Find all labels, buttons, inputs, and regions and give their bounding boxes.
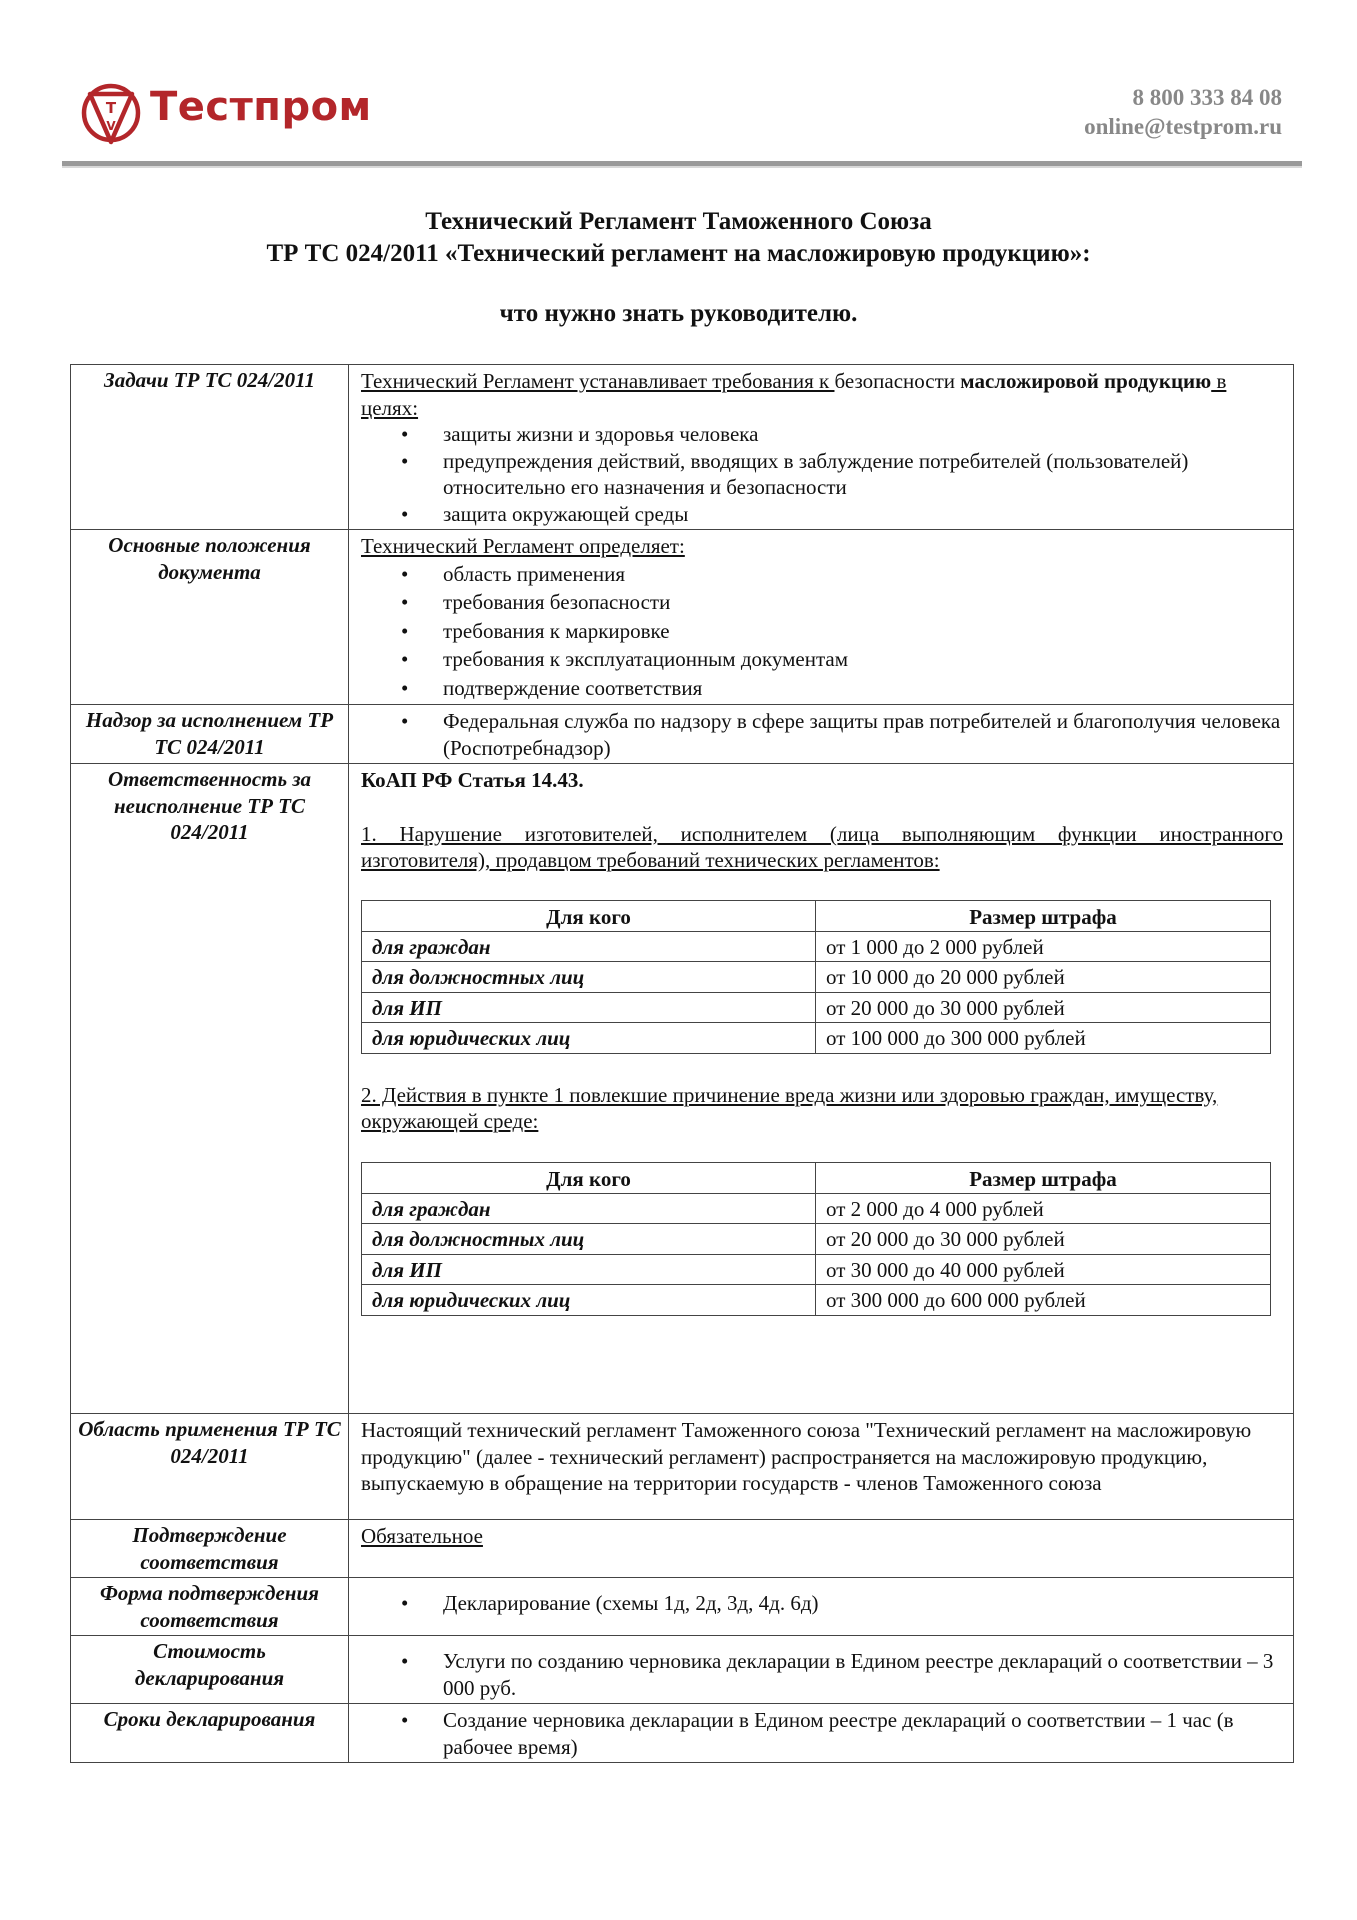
column-header-fine: Размер штрафа — [816, 1162, 1271, 1193]
row-liability — [71, 764, 1294, 1414]
row-tasks — [71, 365, 1294, 530]
row-content — [349, 1704, 1294, 1763]
table-cell-who: для ИП — [362, 1254, 816, 1285]
article-title: КоАП РФ Статья 14.43. — [361, 768, 584, 792]
row-label: Задачи ТР ТС 024/2011 — [71, 365, 349, 530]
confirmation-value: Обязательное — [361, 1524, 483, 1548]
table-cell-who: для ИП — [362, 992, 816, 1023]
document-title — [0, 206, 1357, 270]
row-content — [349, 530, 1294, 705]
list-item: • требования к эксплуатационным документам — [443, 645, 1283, 674]
table-cell-who: для юридических лиц — [362, 1285, 816, 1316]
row-label: Основные положения документа — [71, 530, 349, 705]
row-terms — [71, 1704, 1294, 1763]
table-row — [362, 931, 1271, 962]
form-list — [361, 1590, 1283, 1617]
violation-paragraph-1: 1. Нарушение изготовителей, исполнителем (лица выполняющим функции иностранного изготовителя), продавцом требований технических регламентов: — [361, 821, 1283, 872]
row-scope — [71, 1414, 1294, 1520]
list-item: • Федеральная служба по надзору в сфере защиты прав потребителей и благополучия человека (Роспотребнадзор) — [443, 708, 1283, 761]
supervision-list — [361, 708, 1283, 761]
tasks-intro: Технический Регламент устанавливает требования к безопасности масложировой продукцию в целях: — [361, 369, 1227, 420]
row-content — [349, 764, 1294, 1414]
table-header-row — [362, 1162, 1271, 1193]
regulation-table — [70, 364, 1294, 1763]
email-address[interactable]: online@testprom.ru — [1084, 114, 1282, 139]
list-item: • Услуги по созданию черновика декларации в Едином реестре деклараций о соответствии – 3 000 руб. — [443, 1648, 1283, 1701]
list-item: • предупреждения действий, вводящих в заблуждение потребителей (пользователей) относительно его назначения и безопасности — [443, 448, 1283, 501]
violation-paragraph-2: 2. Действия в пункте 1 повлекшие причинение вреда жизни или здоровью граждан, имуществу, окружающей среде: — [361, 1082, 1218, 1133]
provisions-intro: Технический Регламент определяет: — [361, 534, 685, 558]
table-cell-fine: от 300 000 до 600 000 рублей — [816, 1285, 1271, 1316]
table-cell-fine: от 100 000 до 300 000 рублей — [816, 1023, 1271, 1054]
table-cell-fine: от 20 000 до 30 000 рублей — [816, 992, 1271, 1023]
table-cell-fine: от 20 000 до 30 000 рублей — [816, 1224, 1271, 1255]
table-cell-fine: от 1 000 до 2 000 рублей — [816, 931, 1271, 962]
list-item: • Создание черновика декларации в Едином реестре деклараций о соответствии – 1 час (в рабочее время) — [443, 1707, 1283, 1760]
terms-list — [361, 1707, 1283, 1760]
column-header-who: Для кого — [362, 900, 816, 931]
title-line-2: ТР ТС 024/2011 «Технический регламент на масложировую продукцию»: — [266, 240, 1091, 267]
table-cell-fine: от 30 000 до 40 000 рублей — [816, 1254, 1271, 1285]
table-cell-who: для граждан — [362, 1193, 816, 1224]
row-label: Надзор за исполнением ТР ТС 024/2011 — [71, 705, 349, 764]
table-row — [362, 962, 1271, 993]
phone-number[interactable]: 8 800 333 84 08 — [1132, 85, 1282, 110]
table-cell-who: для должностных лиц — [362, 962, 816, 993]
row-content: Настоящий технический регламент Таможенного союза "Технический регламент на масложировую продукцию" (далее - технический регламент) распространяется на масложировую продукцию, выпускаемую в обращение на территории государств - членов Таможенного союза — [349, 1414, 1294, 1520]
list-item: • Декларирование (схемы 1д, 2д, 3д, 4д. 6д) — [443, 1590, 1283, 1617]
row-content — [349, 705, 1294, 764]
table-row — [362, 1224, 1271, 1255]
svg-text:T: T — [105, 99, 117, 117]
column-header-fine: Размер штрафа — [816, 900, 1271, 931]
list-item: • защита окружающей среды — [443, 501, 1283, 528]
list-item: • защиты жизни и здоровья человека — [443, 421, 1283, 448]
table-header-row — [362, 900, 1271, 931]
row-label: Подтверждение соответствия — [71, 1520, 349, 1578]
column-header-who: Для кого — [362, 1162, 816, 1193]
fine-table-2 — [361, 1162, 1271, 1316]
row-confirmation — [71, 1520, 1294, 1578]
table-cell-who: для юридических лиц — [362, 1023, 816, 1054]
row-content — [349, 1578, 1294, 1636]
list-item: • область применения — [443, 560, 1283, 589]
company-logo — [80, 80, 370, 154]
row-form — [71, 1578, 1294, 1636]
list-item: • подтверждение соответствия — [443, 674, 1283, 703]
row-label: Сроки декларирования — [71, 1704, 349, 1763]
row-supervision — [71, 705, 1294, 764]
row-cost — [71, 1636, 1294, 1704]
row-content — [349, 1636, 1294, 1704]
svg-text:V: V — [106, 119, 116, 133]
table-cell-who: для должностных лиц — [362, 1224, 816, 1255]
row-content — [349, 1520, 1294, 1578]
logo-emblem-icon — [80, 80, 142, 150]
document-subtitle: что нужно знать руководителю. — [499, 300, 858, 327]
table-row — [362, 1023, 1271, 1054]
row-provisions — [71, 530, 1294, 705]
list-item: • требования к маркировке — [443, 617, 1283, 646]
list-item: • требования безопасности — [443, 588, 1283, 617]
row-label: Стоимость декларирования — [71, 1636, 349, 1704]
contacts — [1084, 83, 1282, 141]
table-cell-fine: от 2 000 до 4 000 рублей — [816, 1193, 1271, 1224]
page-header — [0, 0, 1357, 175]
table-cell-fine: от 10 000 до 20 000 рублей — [816, 962, 1271, 993]
row-label: Ответственность за неисполнение ТР ТС 024/2011 — [71, 764, 349, 1414]
fine-table-1 — [361, 900, 1271, 1054]
row-label: Область применения ТР ТС 024/2011 — [71, 1414, 349, 1520]
provisions-list — [361, 560, 1283, 703]
table-cell-who: для граждан — [362, 931, 816, 962]
title-line-1: Технический Регламент Таможенного Союза — [425, 208, 932, 235]
table-row — [362, 992, 1271, 1023]
table-row — [362, 1285, 1271, 1316]
cost-list — [361, 1648, 1283, 1701]
row-label: Форма подтверждения соответствия — [71, 1578, 349, 1636]
table-row — [362, 1254, 1271, 1285]
tasks-list — [361, 421, 1283, 527]
row-content — [349, 365, 1294, 530]
logo-text: Тестпром — [150, 84, 372, 130]
table-row — [362, 1193, 1271, 1224]
header-divider-shadow — [62, 166, 1302, 168]
